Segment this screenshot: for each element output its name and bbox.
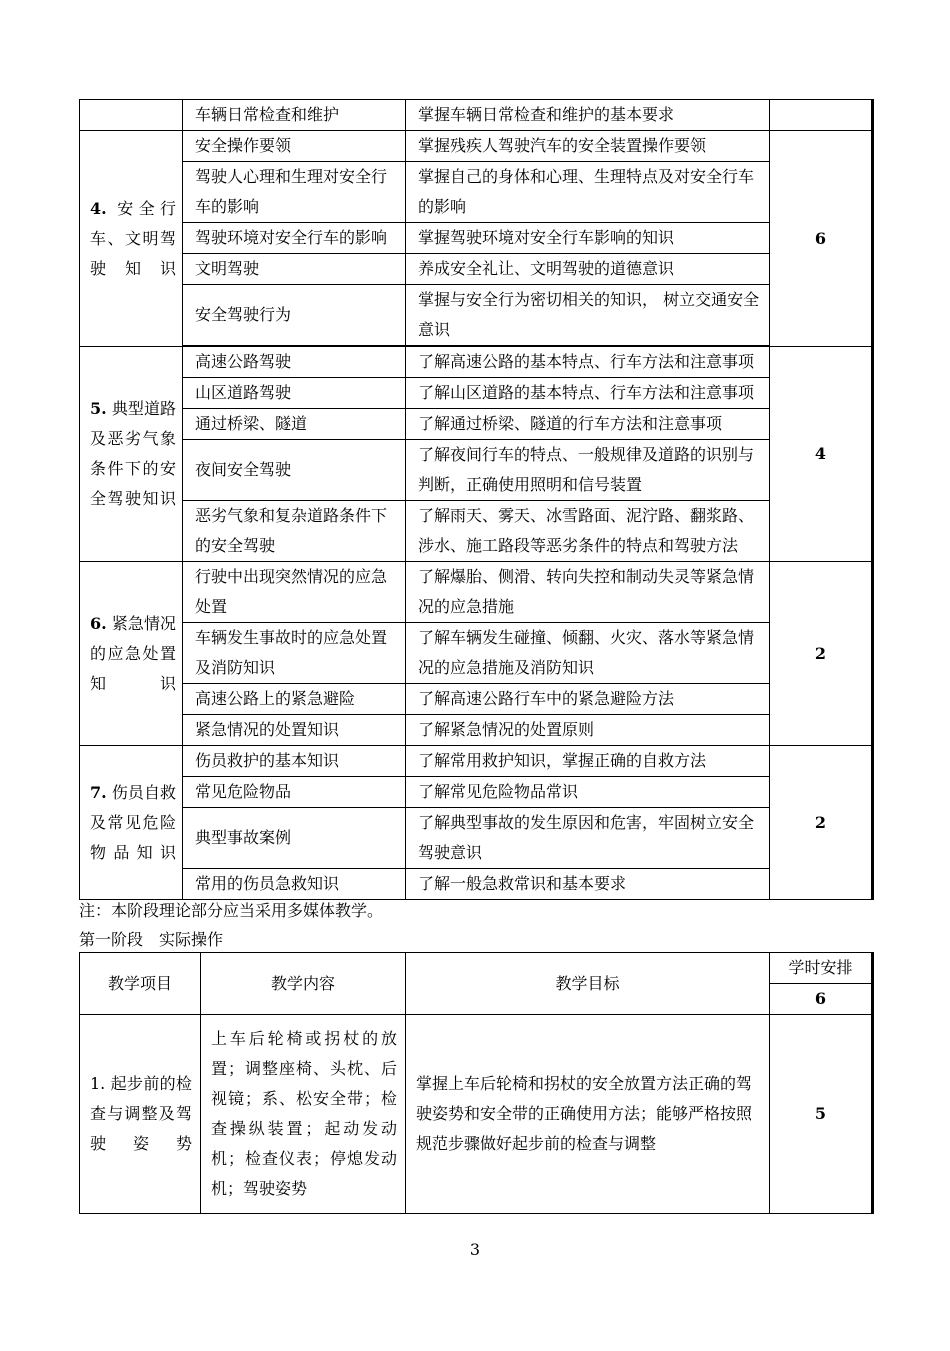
page-number: 3 (469, 1240, 481, 1259)
content-cell: 高速公路驾驶 (183, 347, 406, 378)
content-cell: 高速公路上的紧急避险 (183, 684, 406, 715)
section-4-title: 4. 安全行车、文明驾驶知识 (80, 131, 183, 347)
content-cell: 安全操作要领 (183, 131, 406, 162)
table-row (80, 162, 873, 223)
goal-cell: 掌握驾驶环境对安全行车影响的知识 (406, 223, 770, 254)
content-cell: 典型事故案例 (183, 808, 406, 869)
goal-cell: 养成安全礼让、文明驾驶的道德意识 (406, 254, 770, 285)
goal-cell: 了解紧急情况的处置原则 (406, 715, 770, 746)
section-6-title: 6. 紧急情况的应急处置知识 (80, 562, 183, 746)
table-row (80, 869, 873, 900)
goal-cell: 了解车辆发生碰撞、倾翻、火灾、落水等紧急情况的应急措施及消防知识 (406, 623, 770, 684)
goal-cell: 了解常见危险物品常识 (406, 777, 770, 808)
theory-table (79, 99, 874, 900)
goal-cell: 掌握车辆日常检查和维护的基本要求 (406, 100, 770, 131)
table-row (80, 223, 873, 254)
goal-cell: 了解雨天、雾天、冰雪路面、泥泞路、翻浆路、涉水、施工路段等恶劣条件的特点和驾驶方法 (406, 501, 770, 562)
section-cell (80, 100, 183, 131)
goal-cell: 了解爆胎、侧滑、转向失控和制动失灵等紧急情况的应急措施 (406, 562, 770, 623)
goal-cell: 了解常用救护知识，掌握正确的自救方法 (406, 746, 770, 777)
content-cell: 文明驾驶 (183, 254, 406, 285)
hours-cell: 5 (770, 1015, 873, 1214)
header-goal: 教学目标 (406, 953, 770, 1015)
table-row (80, 777, 873, 808)
content-cell: 常见危险物品 (183, 777, 406, 808)
table-row (80, 131, 873, 162)
content-cell: 驾驶环境对安全行车的影响 (183, 223, 406, 254)
header-hours-total: 6 (770, 984, 873, 1015)
table-row (80, 347, 873, 378)
section-4-hours: 6 (770, 131, 873, 347)
content-cell: 紧急情况的处置知识 (183, 715, 406, 746)
section-7-title: 7. 伤员自救及常见危险物品知识 (80, 746, 183, 900)
content-cell: 通过桥梁、隧道 (183, 409, 406, 440)
content-cell: 上车后轮椅或拐杖的放置；调整座椅、头枕、后视镜；系、松安全带；检查操纵装置；起动发动机；检查仪表；停熄发动机；驾驶姿势 (201, 1015, 406, 1214)
table-header-row (80, 953, 873, 984)
section-5-hours: 4 (770, 347, 873, 562)
goal-cell: 了解一般急救常识和基本要求 (406, 869, 770, 900)
goal-cell: 掌握残疾人驾驶汽车的安全装置操作要领 (406, 131, 770, 162)
hours-cell (770, 100, 873, 131)
goal-cell: 了解高速公路的基本特点、行车方法和注意事项 (406, 347, 770, 378)
stage-title: 第一阶段 实际操作 (79, 930, 224, 949)
content-cell: 山区道路驾驶 (183, 378, 406, 409)
content-cell: 安全驾驶行为 (183, 285, 406, 346)
table-row (80, 623, 873, 684)
section-6-hours: 2 (770, 562, 873, 746)
section-5-title: 5. 典型道路及恶劣气象条件下的安全驾驶知识 (80, 347, 183, 562)
goal-cell: 掌握与安全行为密切相关的知识， 树立交通安全意识 (406, 285, 770, 346)
header-hours-title: 学时安排 (770, 953, 873, 984)
section-7-hours: 2 (770, 746, 873, 900)
table-row (80, 501, 873, 562)
content-cell: 常用的伤员急救知识 (183, 869, 406, 900)
goal-cell: 了解通过桥梁、隧道的行车方法和注意事项 (406, 409, 770, 440)
content-cell: 驾驶人心理和生理对安全行车的影响 (183, 162, 406, 223)
header-content: 教学内容 (201, 953, 406, 1015)
goal-cell: 了解典型事故的发生原因和危害，牢固树立安全驾驶意识 (406, 808, 770, 869)
project-cell: 1. 起步前的检查与调整及驾驶姿势 (80, 1015, 201, 1214)
table-row (80, 1015, 873, 1214)
table-row (80, 100, 873, 131)
note-text: 注：本阶段理论部分应当采用多媒体教学。 (79, 901, 384, 920)
header-project: 教学项目 (80, 953, 201, 1015)
table-row (80, 378, 873, 409)
goal-cell: 了解夜间行车的特点、一般规律及道路的识别与判断，正确使用照明和信号装置 (406, 440, 770, 501)
content-cell: 伤员救护的基本知识 (183, 746, 406, 777)
table-row (80, 684, 873, 715)
table-row (80, 808, 873, 869)
content-cell: 车辆发生事故时的应急处置及消防知识 (183, 623, 406, 684)
content-cell: 行驶中出现突然情况的应急处置 (183, 562, 406, 623)
table-row (80, 409, 873, 440)
table-row (80, 715, 873, 746)
practice-table (79, 952, 874, 1214)
table-row (80, 746, 873, 777)
table-row (80, 285, 873, 346)
content-cell: 车辆日常检查和维护 (183, 100, 406, 131)
table-row (80, 440, 873, 501)
table-row (80, 562, 873, 623)
goal-cell: 掌握上车后轮椅和拐杖的安全放置方法正确的驾驶姿势和安全带的正确使用方法；能够严格按照规范步骤做好起步前的检查与调整 (406, 1015, 770, 1214)
goal-cell: 了解高速公路行车中的紧急避险方法 (406, 684, 770, 715)
goal-cell: 了解山区道路的基本特点、行车方法和注意事项 (406, 378, 770, 409)
goal-cell: 掌握自己的身体和心理、生理特点及对安全行车的影响 (406, 162, 770, 223)
content-cell: 恶劣气象和复杂道路条件下的安全驾驶 (183, 501, 406, 562)
content-cell: 夜间安全驾驶 (183, 440, 406, 501)
table-row (80, 254, 873, 285)
